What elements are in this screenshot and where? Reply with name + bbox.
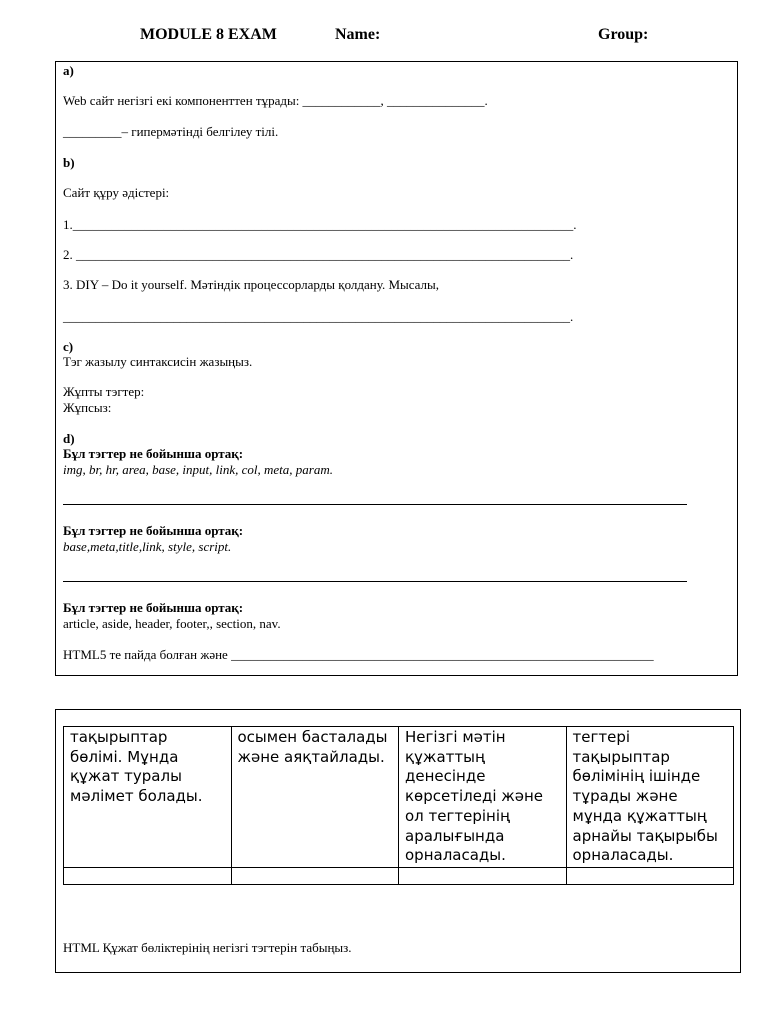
- section-b-item3-blank: ______________________________________________________________________________.: [63, 309, 574, 324]
- section-b-item1: 1._____________________________________________________________________________.: [63, 217, 577, 232]
- section-c-paired: Жұпты тэгтер:: [63, 384, 145, 399]
- section-a-line2: _________– гипермәтінді белгілеу тілі.: [63, 124, 279, 139]
- html-parts-box: [55, 709, 741, 973]
- section-b-item2: 2. ____________________________________________________________________________.: [63, 247, 574, 262]
- group-label: Group:: [598, 26, 649, 43]
- section-d-q3-tags: article, aside, header, footer,, section, nav.: [63, 616, 281, 631]
- answer-cell[interactable]: [399, 867, 567, 884]
- table-caption: HTML Құжат бөліктерінің негізгі тэгтерін табыңыз.: [63, 940, 352, 955]
- section-d-q1-tags: img, br, hr, area, base, input, link, col, meta, param.: [63, 462, 333, 477]
- answer-cell[interactable]: [231, 867, 399, 884]
- table-cell: Негізгі мәтін құжаттың денесінде көрсетіледі және ол тегтерінің аралығында орналасады.: [399, 727, 567, 868]
- table-cell: осымен басталады және аяқтайлады.: [231, 727, 399, 868]
- section-a-line1: Web сайт негізгі екі компоненттен тұрады: ____________, _______________.: [63, 93, 488, 108]
- section-c-label: c): [63, 339, 74, 354]
- section-d-q2-title: Бұл тэгтер не бойынша ортақ:: [63, 523, 244, 538]
- section-d-html5-line: HTML5 те пайда болған және _________________________________________________________________: [63, 647, 654, 662]
- section-d-q1-answer-line: [63, 504, 687, 505]
- section-a-label: a): [63, 63, 74, 78]
- section-c-unpaired: Жұпсыз:: [63, 400, 112, 415]
- section-d-q3-title: Бұл тэгтер не бойынша ортақ:: [63, 600, 244, 615]
- table-row: [64, 727, 734, 868]
- table-cell: тақырыптар бөлімі. Мұнда құжат туралы мәлімет болады.: [64, 727, 232, 868]
- section-d-q1-title: Бұл тэгтер не бойынша ортақ:: [63, 446, 244, 461]
- section-c-prompt: Тэг жазылу синтаксисін жазыңыз.: [63, 354, 253, 369]
- table-cell: тегтері тақырыптар бөлімінің ішінде тұрады және мұнда құжаттың арнайы тақырыбы орналасады.: [566, 727, 734, 868]
- section-d-q2-tags: base,meta,title,link, style, script.: [63, 539, 232, 554]
- name-label: Name:: [335, 26, 381, 43]
- section-d-label: d): [63, 431, 75, 446]
- answer-cell[interactable]: [64, 867, 232, 884]
- exam-header: [0, 26, 768, 46]
- section-b-label: b): [63, 155, 75, 170]
- table-answer-row: [64, 867, 734, 884]
- section-b-item3: 3. DIY – Do it yourself. Мәтіндік процессорларды қолдану. Мысалы,: [63, 277, 440, 292]
- exam-title: MODULE 8 EXAM: [140, 26, 277, 43]
- section-d-q2-answer-line: [63, 581, 687, 582]
- questions-box: [55, 61, 738, 676]
- html-parts-table: [63, 726, 734, 885]
- answer-cell[interactable]: [566, 867, 734, 884]
- section-b-intro: Сайт құру әдістері:: [63, 185, 170, 200]
